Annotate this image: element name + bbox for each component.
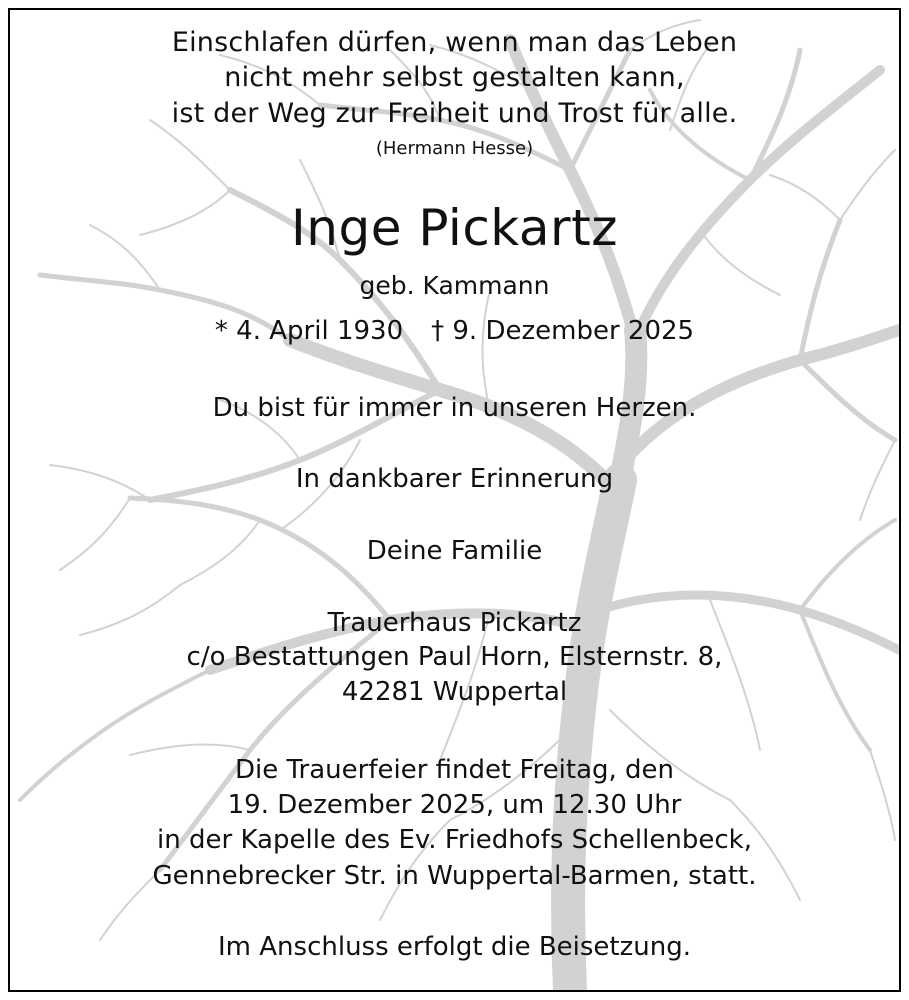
address-line-3: 42281 Wuppertal xyxy=(341,677,568,707)
quote-line-3: ist der Weg zur Freiheit und Trost für alle. xyxy=(171,98,738,129)
farewell-message: Du bist für immer in unseren Herzen. xyxy=(212,393,697,423)
ceremony-line-2: 19. Dezember 2025, um 12.30 Uhr xyxy=(227,790,682,820)
quote-line-2: nicht mehr selbst gestalten kann, xyxy=(224,62,685,93)
quote-author: (Hermann Hesse) xyxy=(375,138,534,159)
burial-note: Im Anschluss erfolgt die Beisetzung. xyxy=(218,932,691,962)
birth-date: * 4. April 1930 xyxy=(214,316,404,346)
death-date: † 9. Dezember 2025 xyxy=(431,316,695,346)
notice-content xyxy=(10,10,899,990)
life-dates xyxy=(10,316,899,346)
notice-frame xyxy=(8,8,901,992)
ceremony-line-1: Die Trauerfeier findet Freitag, den xyxy=(234,755,675,785)
address-line-2: c/o Bestattungen Paul Horn, Elsternstr. 8, xyxy=(186,642,723,672)
maiden-name: geb. Kammann xyxy=(359,271,550,300)
ceremony-line-3: in der Kapelle des Ev. Friedhofs Schellenbeck, xyxy=(157,825,752,855)
address-line-1: Trauerhaus Pickartz xyxy=(327,608,582,638)
quote-line-1: Einschlafen dürfen, wenn man das Leben xyxy=(171,27,738,58)
family-signature: Deine Familie xyxy=(366,536,543,566)
deceased-name: Inge Pickartz xyxy=(291,199,618,257)
ceremony-line-4: Gennebrecker Str. in Wuppertal-Barmen, statt. xyxy=(152,861,757,891)
remembrance-line: In dankbarer Erinnerung xyxy=(295,464,614,494)
